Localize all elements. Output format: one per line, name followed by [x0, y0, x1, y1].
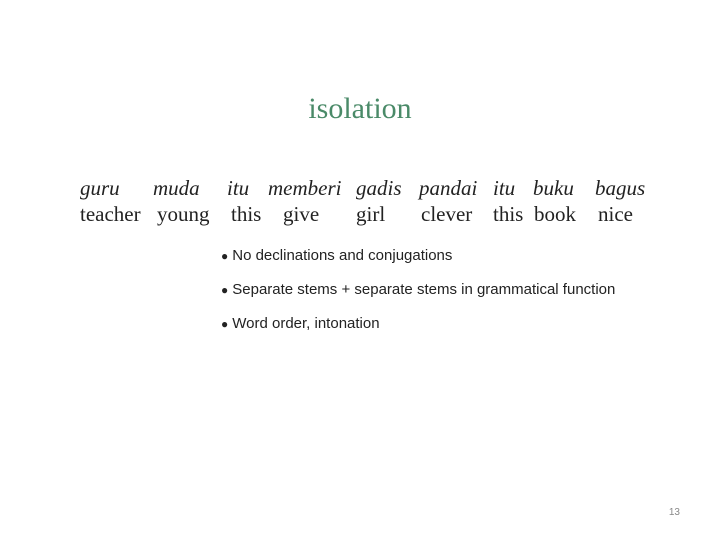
source-word: itu — [493, 176, 516, 200]
translation-word: clever — [421, 202, 473, 226]
page-number: 13 — [668, 507, 680, 518]
slide-title: isolation — [308, 92, 412, 125]
source-word: guru — [80, 176, 120, 200]
translation-word: give — [283, 202, 320, 226]
source-word: buku — [533, 176, 574, 200]
source-word: memberi — [268, 176, 342, 200]
bullet-item — [221, 245, 701, 279]
bullet-text: Separate stems + separate stems in grammatical function — [232, 281, 616, 298]
translation-word: nice — [598, 202, 633, 226]
translation-word: this — [493, 202, 524, 226]
bullet-list — [221, 245, 701, 347]
source-word: itu — [227, 176, 250, 200]
translation-word: girl — [356, 202, 386, 226]
translation-word: this — [231, 202, 262, 226]
translation-word: teacher — [80, 202, 141, 226]
bullet-item — [221, 313, 701, 347]
bullet-text: Word order, intonation — [232, 315, 380, 332]
translation-word: young — [157, 202, 210, 226]
bullet-dot-icon: ● — [221, 317, 229, 331]
bullet-text: No declinations and conjugations — [232, 247, 453, 264]
bullet-item — [221, 279, 701, 313]
source-word: muda — [153, 176, 200, 200]
source-word: bagus — [595, 176, 646, 200]
interlinear-gloss — [0, 176, 720, 236]
translation-word: book — [534, 202, 576, 226]
source-word: gadis — [356, 176, 402, 200]
bullet-dot-icon: ● — [221, 283, 229, 297]
bullet-dot-icon: ● — [221, 249, 229, 263]
source-word: pandai — [419, 176, 478, 200]
